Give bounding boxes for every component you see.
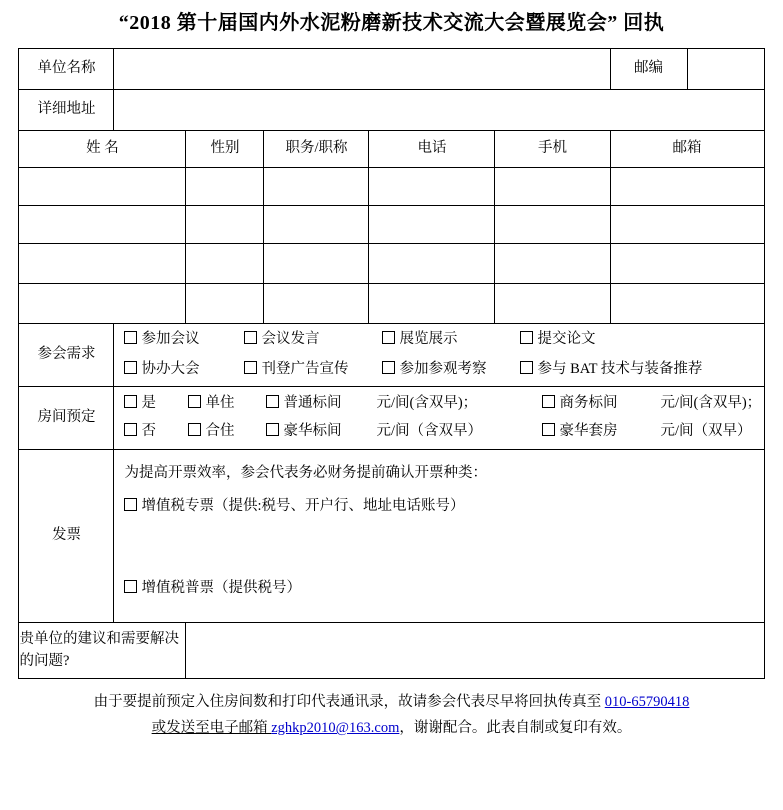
table-row-address: [19, 90, 764, 131]
checkbox-icon[interactable]: [124, 395, 137, 408]
header-email: 邮箱: [610, 131, 764, 168]
table-row-people-header: [19, 131, 764, 168]
table-row-unit: [19, 49, 764, 90]
checkbox-option-deluxe-suite[interactable]: [542, 421, 660, 443]
page-title: “2018 第十届国内外水泥粉磨新技术交流大会暨展览会” 回执: [118, 12, 665, 34]
person-email-input[interactable]: [610, 168, 764, 206]
postcode-input[interactable]: [687, 49, 764, 90]
room-options-row-2: [114, 418, 763, 446]
checkbox-option-advertise[interactable]: [244, 359, 382, 381]
checkbox-option-site-visit[interactable]: [382, 359, 520, 381]
deluxe-room-price: 元/间（含双早）: [376, 423, 482, 439]
table-row-person: [19, 168, 764, 206]
checkbox-icon[interactable]: [266, 423, 279, 436]
header-gender: 性别: [186, 131, 264, 168]
option-label: 普通标间: [283, 395, 342, 412]
checkbox-option-no[interactable]: [124, 421, 188, 443]
unit-name-label: 单位名称: [19, 49, 114, 90]
invoice-options-cell: [114, 450, 764, 623]
header-name: 姓 名: [19, 131, 186, 168]
footer-text-3: ，谢谢配合。此表自制或复印有效。: [399, 720, 632, 737]
person-mobile-input[interactable]: [495, 284, 610, 324]
checkbox-icon[interactable]: [382, 361, 395, 374]
checkbox-option-speech[interactable]: [244, 329, 382, 351]
option-label: 协办大会: [141, 361, 200, 377]
checkbox-icon[interactable]: [124, 498, 137, 511]
person-title-input[interactable]: [264, 168, 369, 206]
table-row-needs: [19, 324, 764, 387]
person-name-input[interactable]: [19, 284, 186, 324]
room-options-row-1: [114, 390, 763, 418]
suggestion-label: 贵单位的建议和需要解决的问题?: [19, 623, 186, 679]
option-label: 商务标间: [559, 395, 618, 412]
person-gender-input[interactable]: [186, 206, 264, 244]
table-row-person: [19, 206, 764, 244]
person-gender-input[interactable]: [186, 284, 264, 324]
person-mobile-input[interactable]: [495, 244, 610, 284]
footer-text-2: 或发送至电子邮箱: [151, 720, 272, 737]
person-email-input[interactable]: [610, 244, 764, 284]
unit-name-input[interactable]: [114, 49, 610, 90]
checkbox-option-exhibition[interactable]: [382, 329, 520, 351]
person-phone-input[interactable]: [369, 284, 495, 324]
header-phone: 电话: [369, 131, 495, 168]
option-label: 增值税专票（提供:税号、开户行、地址电话账号）: [141, 498, 465, 514]
person-title-input[interactable]: [264, 244, 369, 284]
footer-note: [19, 689, 764, 741]
checkbox-option-single[interactable]: [188, 393, 266, 415]
checkbox-option-bat-recommend[interactable]: [520, 359, 702, 381]
option-label: 豪华标间: [283, 423, 342, 439]
person-email-input[interactable]: [610, 206, 764, 244]
checkbox-icon[interactable]: [124, 331, 137, 344]
footer-line-1: [19, 689, 764, 715]
email-link[interactable]: zghkp2010@163.com: [271, 720, 400, 737]
option-label: 合住: [205, 423, 235, 439]
header-title: 职务/职称: [264, 131, 369, 168]
table-row-invoice: [19, 450, 764, 623]
checkbox-option-general-vat[interactable]: [124, 574, 301, 603]
checkbox-option-business-room[interactable]: [542, 393, 660, 415]
room-options-cell: [114, 387, 764, 450]
checkbox-icon[interactable]: [542, 423, 555, 436]
option-label: 否: [141, 423, 156, 439]
table-row-person: [19, 284, 764, 324]
checkbox-option-deluxe-room[interactable]: [266, 421, 376, 443]
option-label: 是: [141, 395, 156, 412]
person-mobile-input[interactable]: [495, 206, 610, 244]
option-label: 参加会议: [141, 331, 200, 348]
address-label: 详细地址: [19, 90, 114, 131]
room-label: 房间预定: [19, 387, 114, 450]
table-row-person: [19, 244, 764, 284]
checkbox-option-standard-room[interactable]: [266, 393, 376, 415]
option-label: 刊登广告宣传: [261, 361, 349, 377]
needs-options-row-1: [114, 325, 763, 355]
deluxe-suite-price: 元/间（双早）: [660, 423, 752, 439]
needs-options-row-2: [114, 355, 763, 385]
receipt-form-table: [18, 48, 764, 679]
person-mobile-input[interactable]: [495, 168, 610, 206]
footer-line-2: [19, 715, 764, 741]
checkbox-option-submit-paper[interactable]: [520, 329, 595, 351]
option-label: 增值税普票（提供税号）: [141, 580, 301, 596]
postcode-label: 邮编: [610, 49, 687, 90]
option-label: 参与 BAT 技术与装备推荐: [537, 361, 703, 377]
checkbox-icon[interactable]: [188, 395, 201, 408]
invoice-label: 发票: [19, 450, 114, 623]
checkbox-icon[interactable]: [244, 361, 257, 374]
person-title-input[interactable]: [264, 284, 369, 324]
address-input[interactable]: [114, 90, 764, 131]
checkbox-icon[interactable]: [188, 423, 201, 436]
checkbox-icon[interactable]: [244, 331, 257, 344]
table-row-room: [19, 387, 764, 450]
checkbox-option-shared[interactable]: [188, 421, 266, 443]
checkbox-icon[interactable]: [520, 331, 533, 344]
checkbox-icon[interactable]: [266, 395, 279, 408]
option-label: 提交论文: [537, 331, 596, 348]
checkbox-icon[interactable]: [124, 361, 137, 374]
suggestion-input[interactable]: [186, 623, 764, 679]
option-label: 单住: [205, 395, 235, 412]
option-label: 展览展示: [399, 331, 458, 348]
checkbox-icon[interactable]: [382, 331, 395, 344]
standard-room-price: 元/间(含双早)；: [376, 395, 478, 412]
header-mobile: 手机: [495, 131, 610, 168]
checkbox-option-special-vat[interactable]: [124, 492, 753, 521]
receipt-page: [0, 10, 783, 810]
person-gender-input[interactable]: [186, 244, 264, 284]
table-row-suggestion: [19, 623, 764, 679]
needs-label: 参会需求: [19, 324, 114, 387]
person-name-input[interactable]: [19, 206, 186, 244]
person-email-input[interactable]: [610, 284, 764, 324]
checkbox-icon[interactable]: [520, 361, 533, 374]
person-phone-input[interactable]: [369, 168, 495, 206]
fax-number-link[interactable]: 010-65790418: [604, 694, 690, 710]
person-phone-input[interactable]: [369, 206, 495, 244]
option-label: 会议发言: [261, 331, 320, 348]
checkbox-option-yes[interactable]: [124, 393, 188, 415]
person-title-input[interactable]: [264, 206, 369, 244]
footer-text-1: 由于要提前预定入住房间数和打印代表通讯录，故请参会代表尽早将回执传真至: [93, 694, 605, 710]
checkbox-icon[interactable]: [124, 423, 137, 436]
option-label: 参加参观考察: [399, 361, 487, 377]
needs-options-cell: [114, 324, 764, 387]
checkbox-option-join-meeting[interactable]: [124, 329, 244, 351]
business-room-price: 元/间(含双早)；: [660, 395, 762, 412]
checkbox-icon[interactable]: [542, 395, 555, 408]
person-gender-input[interactable]: [186, 168, 264, 206]
person-phone-input[interactable]: [369, 244, 495, 284]
person-name-input[interactable]: [19, 168, 186, 206]
checkbox-option-co-organize[interactable]: [124, 359, 244, 381]
option-label: 豪华套房: [559, 423, 618, 439]
invoice-body: [114, 451, 763, 621]
invoice-note: 为提高开票效率，参会代表务必财务提前确认开票种类：: [124, 465, 487, 481]
person-name-input[interactable]: [19, 244, 186, 284]
checkbox-icon[interactable]: [124, 580, 137, 593]
